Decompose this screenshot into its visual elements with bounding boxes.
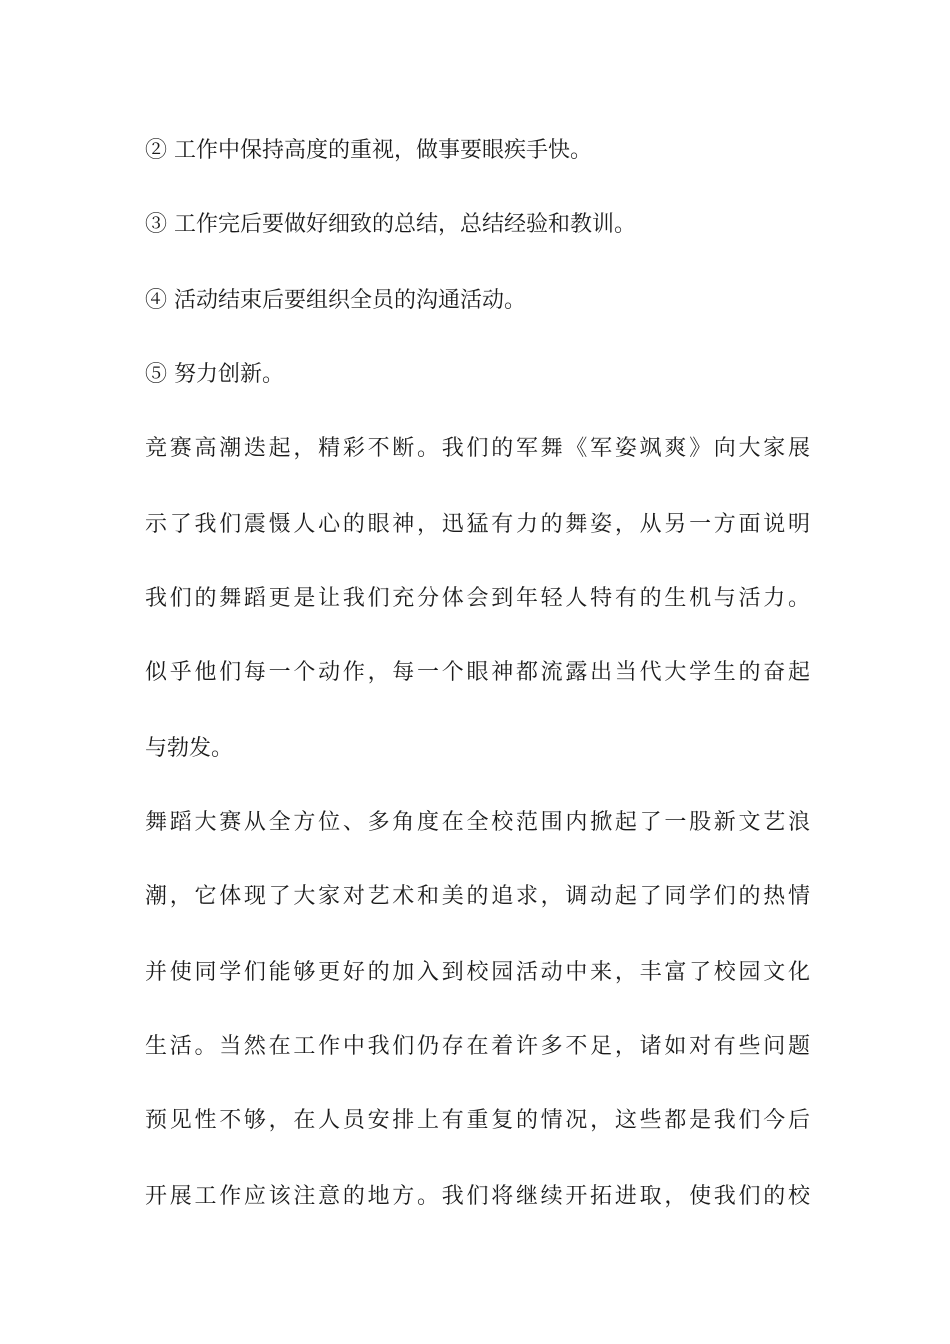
paragraph-line: 示了我们震慑人心的眼神，迅猛有力的舞姿，从另一方面说明 (145, 512, 810, 537)
paragraph-line: 潮，它体现了大家对艺术和美的追求，调动起了同学们的热情 (145, 884, 810, 909)
paragraph-line: 似乎他们每一个动作，每一个眼神都流露出当代大学生的奋起 (145, 660, 810, 685)
paragraph-line: 并使同学们能够更好的加入到校园活动中来，丰富了校园文化 (145, 960, 810, 985)
list-item-2: ② 工作中保持高度的重视，做事要眼疾手快。 (145, 138, 592, 163)
paragraph-line: 竞赛高潮迭起，精彩不断。我们的军舞《军姿飒爽》向大家展 (145, 436, 810, 461)
paragraph-line: 我们的舞蹈更是让我们充分体会到年轻人特有的生机与活力。 (145, 586, 810, 611)
paragraph-line: 开展工作应该注意的地方。我们将继续开拓进取，使我们的校 (145, 1184, 810, 1209)
list-item-3: ③ 工作完后要做好细致的总结，总结经验和教训。 (145, 212, 636, 237)
paragraph-line: 生活。当然在工作中我们仍存在着许多不足，诸如对有些问题 (145, 1034, 810, 1059)
paragraph-line: 舞蹈大赛从全方位、多角度在全校范围内掀起了一股新文艺浪 (145, 810, 810, 835)
list-item-5: ⑤ 努力创新。 (145, 362, 284, 387)
list-item-4: ④ 活动结束后要组织全员的沟通活动。 (145, 288, 526, 313)
paragraph-line: 预见性不够，在人员安排上有重复的情况，这些都是我们今后 (145, 1108, 810, 1133)
paragraph-line: 与勃发。 (145, 736, 234, 761)
